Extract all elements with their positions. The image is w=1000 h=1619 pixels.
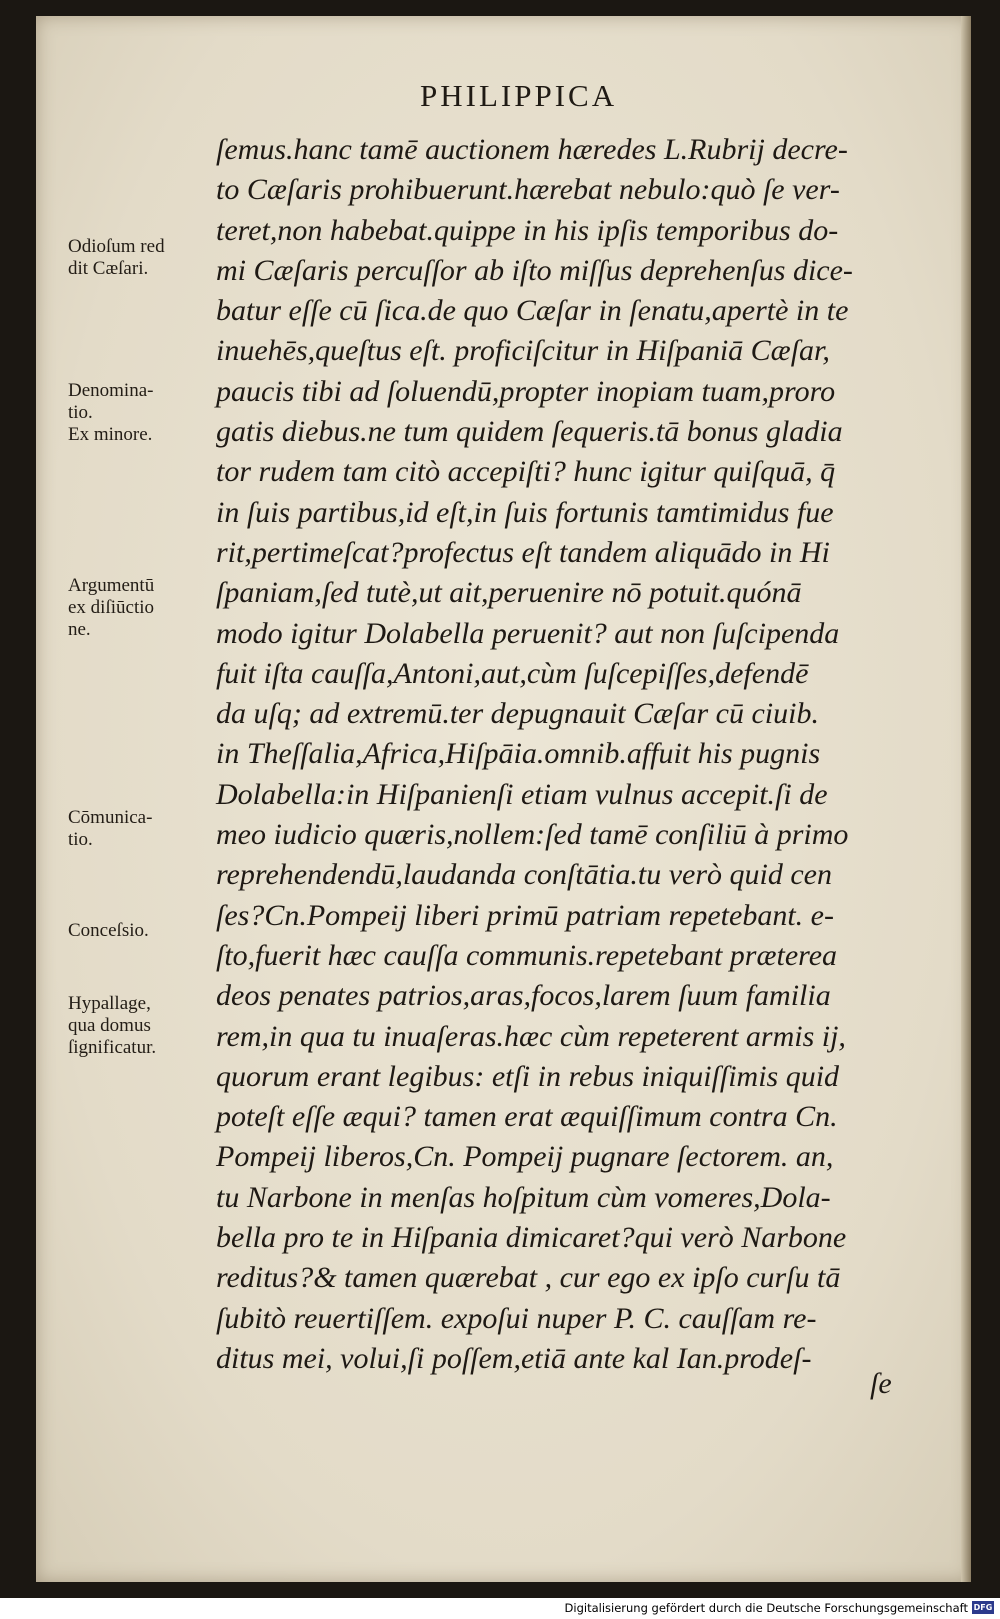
running-head: PHILIPPICA — [420, 78, 618, 113]
text-line: reditus?& tamen quærebat , cur ego ex ipſo curſu tā — [216, 1261, 841, 1295]
margin-note-line: ex diſiūctio — [68, 597, 155, 618]
text-line: ditus mei, volui,ſi poſſem,etiā ante kal Ian.prodeſ- — [216, 1341, 812, 1375]
text-line: teret,non habebat.quippe in his ipſis temporibus do- — [216, 213, 839, 247]
margin-note-argumentum — [68, 575, 154, 641]
text-line: to Cæſaris prohibuerunt.hærebat nebulo:quò ſe ver- — [216, 173, 840, 207]
margin-note-line: Odioſum red — [68, 236, 165, 257]
text-line: fuit iſta cauſſa,Antoni,aut,cùm ſuſcepiſſes,defendē — [216, 656, 809, 690]
text-line: rem,in qua tu inuaſeras.hæc cùm repeterent armis ij, — [216, 1019, 846, 1053]
dfg-logo-icon: DFG — [973, 1603, 993, 1612]
text-line: batur eſſe cū ſica.de quo Cæſar in ſenatu,apertè in te — [216, 294, 849, 328]
text-line: mi Cæſaris percuſſor ab iſto miſſus deprehenſus dice- — [216, 253, 853, 287]
text-line: rit,pertimeſcat?profectus eſt tandem aliquādo in Hi — [216, 535, 830, 569]
margin-note-denominatio — [68, 380, 153, 446]
text-line: deos penates patrios,aras,focos,larem ſuum familia — [216, 979, 831, 1013]
margin-note-hypallage — [68, 993, 156, 1059]
text-line: bella pro te in Hiſpania dimicaret?qui verò Narbone — [216, 1221, 847, 1255]
text-line: ſpaniam,ſed tutè,ut ait,peruenire nō potuit.quónā — [216, 576, 802, 610]
text-line: quorum erant legibus: etſi in rebus iniquiſſimis quid — [216, 1059, 840, 1093]
margin-note-line: tio. — [68, 829, 93, 850]
body-text — [216, 130, 916, 1379]
catchword: ſe — [870, 1367, 892, 1400]
text-line: Dolabella:in Hiſpanienſi etiam vulnus accepit.ſi de — [216, 777, 828, 811]
text-line: ſes?Cn.Pompeij liberi primū patriam repetebant. e- — [216, 898, 834, 932]
margin-note-line: dit Cæſari. — [68, 258, 149, 279]
margin-note-line: Argumentū — [68, 575, 155, 596]
text-line: meo iudicio quæris,nollem:ſed tamē conſiliū à primo — [216, 818, 849, 852]
text-line: tu Narbone in menſas hoſpitum cùm vomeres,Dola- — [216, 1180, 831, 1214]
text-line: ſto,fuerit hæc cauſſa communis.repetebant præterea — [216, 938, 838, 972]
footer-bar — [0, 1598, 1000, 1619]
margin-note-line: qua domus — [68, 1015, 151, 1036]
text-line: gatis diebus.ne tum quidem ſequeris.tā bonus gladia — [216, 415, 843, 449]
margin-note-line: tio. — [68, 402, 93, 423]
text-line: poteſt eſſe æqui? tamen erat æquiſſimum contra Cn. — [216, 1100, 838, 1134]
margin-note-line: Conceſsio. — [68, 920, 149, 941]
text-line: paucis tibi ad ſoluendū,propter inopiam tuam,proro — [216, 374, 836, 408]
margin-note-line: ne. — [68, 619, 91, 640]
margin-note-line: Cōmunica- — [68, 807, 153, 828]
text-line: tor rudem tam citò accepiſti? hunc igitur quiſquā, q̄ — [216, 455, 836, 489]
margin-note-line: ſignificatur. — [68, 1037, 157, 1058]
margin-note-line: Denomina- — [68, 380, 154, 401]
text-line: in ſuis partibus,id eſt,in ſuis fortunis tamtimidus fue — [216, 495, 834, 529]
text-line: in Theſſalia,Africa,Hiſpāia.omnib.affuit his pugnis — [216, 737, 821, 771]
text-line: ſubitò reuertiſſem. expoſui nuper P. C. cauſſam re- — [216, 1301, 817, 1335]
margin-note-communicatio — [68, 807, 152, 851]
text-line: modo igitur Dolabella peruenit? aut non ſuſcipenda — [216, 616, 840, 650]
margin-note-odiosum — [68, 236, 165, 280]
margin-note-line: Hypallage, — [68, 993, 151, 1014]
funding-credit: Digitalisierung gefördert durch die Deutsche Forschungsgemeinschaft — [564, 1601, 968, 1615]
margin-note-concessio — [68, 920, 149, 942]
text-line: da uſq; ad extremū.ter depugnauit Cæſar cū ciuib. — [216, 697, 819, 731]
text-line: Pompeij liberos,Cn. Pompeij pugnare ſectorem. an, — [216, 1140, 834, 1174]
page-edge — [961, 16, 971, 1582]
margin-note-line: Ex minore. — [68, 424, 153, 445]
text-line: ſemus.hanc tamē auctionem hæredes L.Rubrij decre- — [216, 133, 848, 166]
text-line: reprehendendū,laudanda conſtātia.tu verò quid cen — [216, 858, 832, 892]
text-line: inuehēs,queſtus eſt. proficiſcitur in Hiſpaniā Cæſar, — [216, 334, 830, 368]
